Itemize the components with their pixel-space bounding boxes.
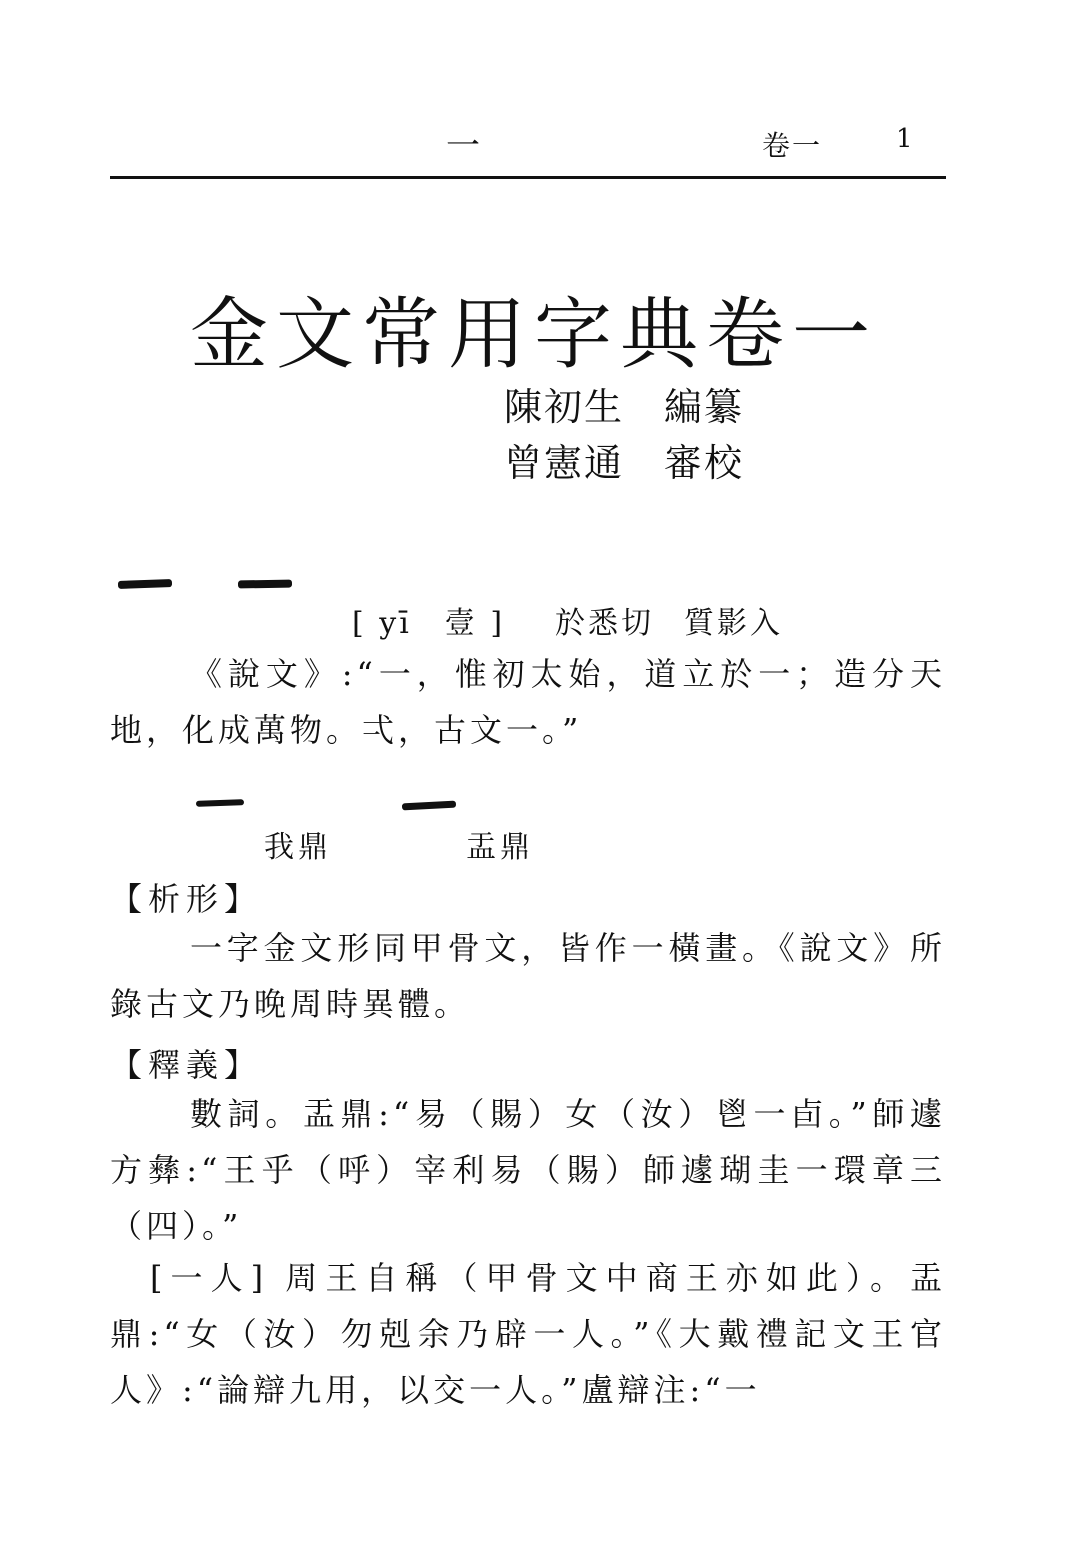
- glyph-caption: 盂鼎: [466, 830, 534, 865]
- usage-text: [一人] 周王自稱（甲骨文中商王亦如此）。盂鼎:“女（汝）勿剋余乃辟一人。”《大戴禮記文王官人》:“論辯九用，以交一人。”盧辯注:“一: [110, 1259, 946, 1409]
- inscription-glyph-1: [196, 799, 244, 807]
- headword-glyph-bronze: [118, 579, 172, 589]
- header-rule: [110, 176, 946, 179]
- credit-role: 審校: [664, 441, 745, 485]
- section-heading-form: 【析形】: [110, 880, 263, 918]
- pinyin-reading: [ yī 壹 ]: [352, 606, 506, 641]
- running-header-volume: 卷一: [762, 129, 823, 162]
- form-analysis-text: 一字金文形同甲骨文，皆作一橫畫。《說文》所錄古文乃晚周時異體。: [110, 929, 946, 1023]
- credit-name: 曾憲通: [504, 441, 625, 485]
- credit-role: 編纂: [664, 385, 745, 429]
- credit-name: 陳初生: [504, 385, 625, 429]
- fanqie-reading: 於悉切: [555, 606, 655, 641]
- volume-title: 金文常用字典卷一: [190, 290, 879, 380]
- glyph-caption: 我鼎: [264, 830, 332, 865]
- inscription-glyph-2: [402, 801, 456, 811]
- shuowen-quote: 《說文》:“一，惟初太始，道立於一；造分天地，化成萬物。弌，古文一。”: [110, 655, 946, 749]
- running-header-character: 一: [446, 126, 480, 166]
- credit-reviewer: [504, 432, 744, 487]
- page-number: 1: [896, 124, 913, 154]
- rhyme-category: 質影入: [684, 606, 784, 641]
- credit-editor: [504, 376, 744, 431]
- headword-glyph-modern: [238, 580, 292, 589]
- section-heading-meaning: 【釋義】: [110, 1046, 263, 1084]
- meaning-text: 數詞。盂鼎:“易（賜）女（汝）鬯一卣。”師遽方彝:“王乎（呼）宰利易（賜）師遽瑚圭一環章三（四）。”: [110, 1095, 946, 1245]
- pronunciation-line: [352, 598, 783, 642]
